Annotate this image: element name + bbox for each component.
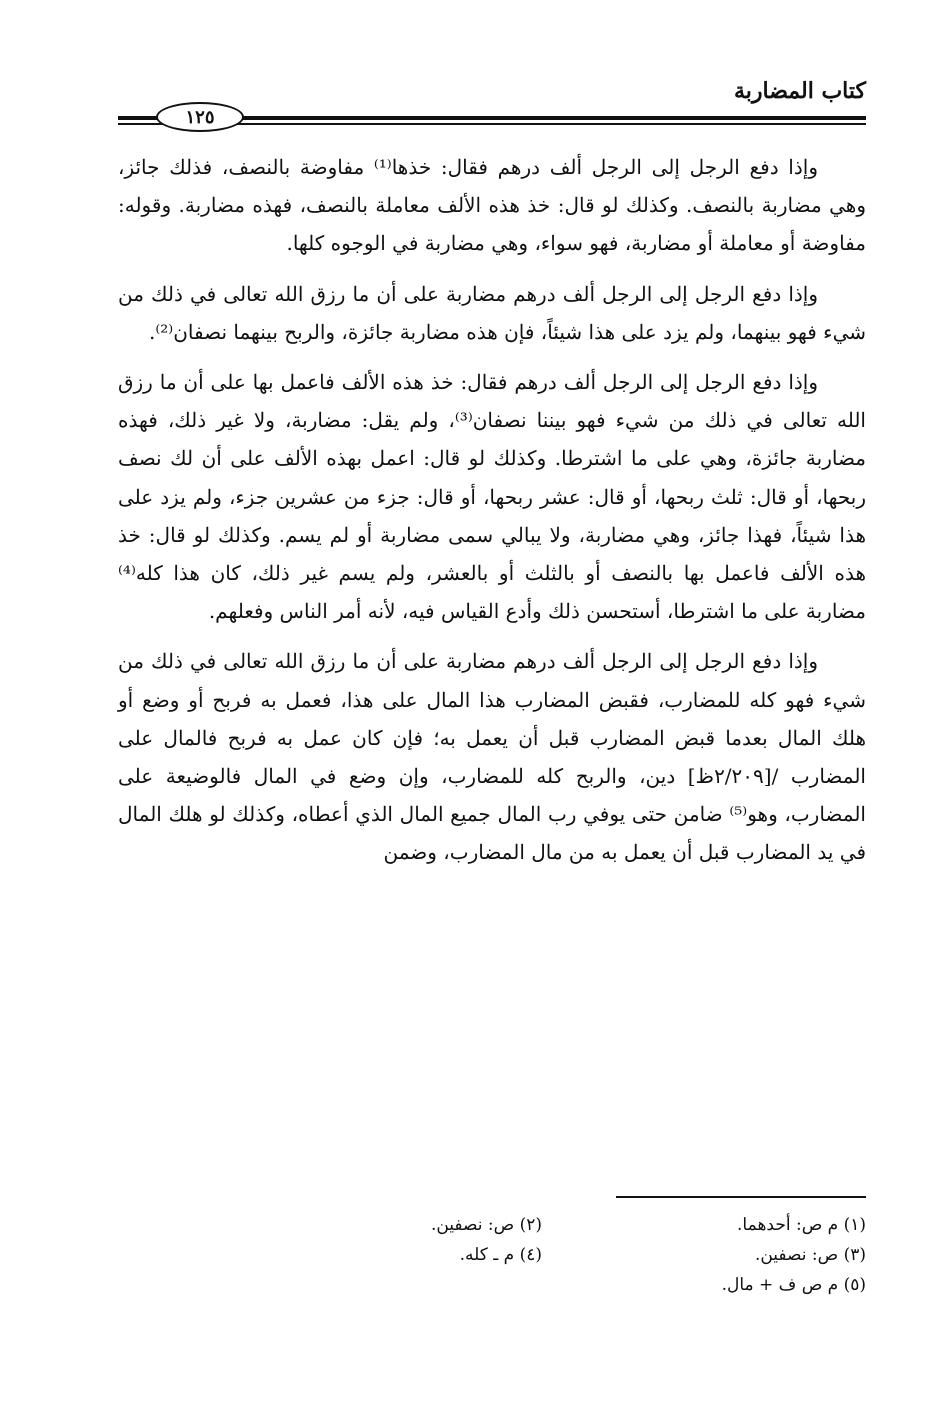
footnote-row [118, 1240, 866, 1270]
footnote-2: (٢) ص: نصفين. [430, 1215, 542, 1235]
main-text [118, 148, 866, 884]
footnote-separator [616, 1196, 866, 1198]
footnote-3: (٣) ص: نصفين. [754, 1245, 866, 1265]
page-number-badge [156, 102, 244, 132]
book-title: كتاب المضاربة [733, 78, 866, 104]
paragraph-4: وإذا دفع الرجل إلى الرجل ألف درهم مضاربة على أن ما رزق الله تعالى في ذلك من شيء فهو كله للمضارب، فقبض المضارب هذا المال على هذا، فعمل به فربح أو وضع أو هلك المال بعدما قبض المضارب قبل أن يعمل به؛ فإن كان عمل به فربح فالمال على المضارب /[٢/٢٠٩ظ] دين، والربح كله للمضارب، وإن وضع في المال فالوضيعة على المضارب، وهو⁽⁵⁾ ضامن حتى يوفي رب المال جميع المال الذي أعطاه، وكذلك لو هلك المال في يد المضارب قبل أن يعمل به من مال المضارب، وضمن [118, 649, 866, 865]
footnotes [118, 1210, 866, 1300]
footnote-row [118, 1210, 866, 1240]
footnote-5: (٥) م ص ف + مال. [721, 1275, 866, 1295]
page-header [118, 78, 866, 130]
paragraph-1: وإذا دفع الرجل إلى الرجل ألف درهم فقال: خذها⁽¹⁾ مفاوضة بالنصف، فذلك جائز، وهي مضاربة بالنصف. وكذلك لو قال: خذ هذه الألف معاملة بالنصف، فهذه مضاربة. وقوله: مفاوضة أو معاملة أو مضاربة، فهو سواء، وهي مضاربة في الوجوه كلها. [118, 155, 866, 256]
footnote-1: (١) م ص: أحدهما. [737, 1215, 866, 1235]
page-number: ١٢٥ [185, 106, 215, 128]
paragraph-3: وإذا دفع الرجل إلى الرجل ألف درهم فقال: خذ هذه الألف فاعمل بها على أن ما رزق الله تعالى في ذلك من شيء فهو بيننا نصفان⁽³⁾، ولم يقل: مضاربة، ولا غير ذلك، فهذه مضاربة جائزة، وهي على ما اشترطا. وكذلك لو قال: اعمل بهذه الألف على أن لك نصف ربحها، أو قال: ثلث ربحها، أو قال: عشر ربحها، أو قال: جزء من عشرين جزء، ولم يزد على هذا شيئاً، فهذا جائز، وهي مضاربة، ولا يبالي سمى مضاربة أو لم يسم. وكذلك لو قال: خذ هذه الألف فاعمل بها بالنصف أو بالثلث أو بالعشر، ولم يسم غير ذلك، كان هذا كله⁽⁴⁾ مضاربة على ما اشترطا، أستحسن ذلك وأدع القياس فيه، لأنه أمر الناس وفعلهم. [118, 370, 866, 624]
footnote-4: (٤) م ـ كله. [459, 1245, 542, 1265]
paragraph-2: وإذا دفع الرجل إلى الرجل ألف درهم مضاربة على أن ما رزق الله تعالى في ذلك من شيء فهو بينهما، ولم يزد على هذا شيئاً، فإن هذه مضاربة جائزة، والربح بينهما نصفان⁽²⁾. [118, 281, 866, 344]
footnote-row [118, 1270, 866, 1300]
